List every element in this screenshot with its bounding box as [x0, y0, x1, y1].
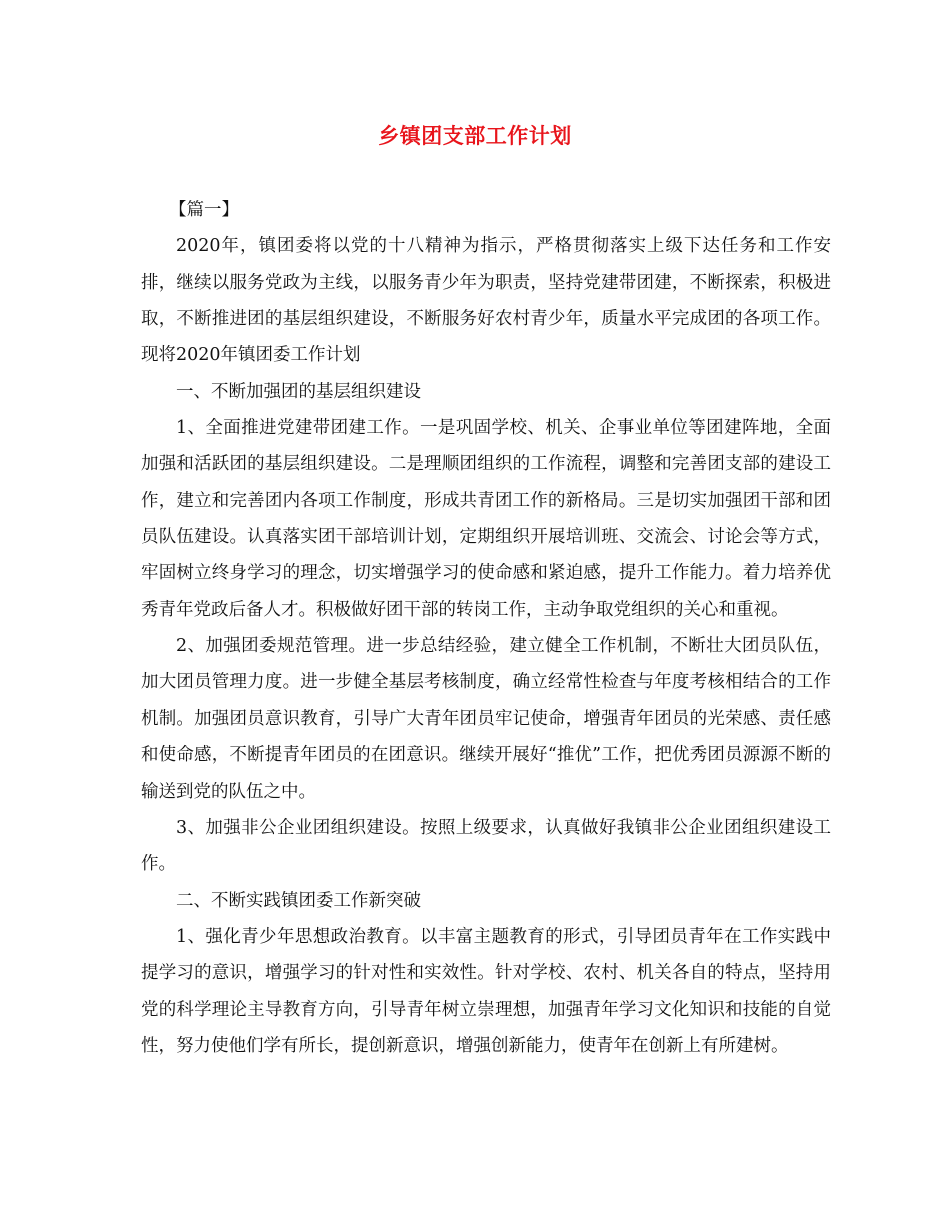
heading-section-1: 一、不断加强团的基层组织建设 — [176, 381, 421, 402]
heading-section-2: 二、不断实践镇团委工作新突破 — [176, 890, 421, 911]
paragraph-1-3: 3、加强非公企业团组织建设。按照上级要求，认真做好我镇非公企业团组织建设工作。 — [141, 817, 831, 875]
document-title: 乡镇团支部工作计划 — [378, 123, 572, 148]
section-label: 【篇一】 — [169, 200, 239, 220]
paragraph-2-1: 1、强化青少年思想政治教育。以丰富主题教育的形式，引导团员青年在工作实践中提学习的意识，增强学习的针对性和实效性。针对学校、农村、机关各自的特点，坚持用党的科学理论主导教育方向，引导青年树立崇理想，加强青年学习文化知识和技能的自觉性，努力使他们学有所长，提创新意识，增强创新能力，使青年在创新上有所建树。 — [141, 926, 831, 1056]
document-body — [141, 192, 831, 1064]
paragraph-1-2: 2、加强团委规范管理。进一步总结经验，建立健全工作机制，不断壮大团员队伍，加大团员管理力度。进一步健全基层考核制度，确立经常性检查与年度考核相结合的工作机制。加强团员意识教育，引导广大青年团员牢记使命，增强青年团员的光荣感、责任感和使命感，不断提青年团员的在团意识。继续开展好“推优”工作，把优秀团员源源不断的输送到党的队伍之中。 — [141, 636, 831, 802]
paragraph-intro: 2020年，镇团委将以党的十八精神为指示，严格贯彻落实上级下达任务和工作安排，继续以服务党政为主线，以服务青少年为职责，坚持党建带团建，不断探索，积极进取，不断推进团的基层组织建设，不断服务好农村青少年，质量水平完成团的各项工作。现将2020年镇团委工作计划 — [141, 236, 831, 366]
paragraph-1-1: 1、全面推进党建带团建工作。一是巩固学校、机关、企事业单位等团建阵地，全面加强和活跃团的基层组织建设。二是理顺团组织的工作流程，调整和完善团支部的建设工作，建立和完善团内各项工作制度，形成共青团工作的新格局。三是切实加强团干部和团员队伍建设。认真落实团干部培训计划，定期组织开展培训班、交流会、讨论会等方式，牢固树立终身学习的理念，切实增强学习的使命感和紧迫感，提升工作能力。着力培养优秀青年党政后备人才。积极做好团干部的转岗工作，主动争取党组织的关心和重视。 — [141, 418, 831, 620]
